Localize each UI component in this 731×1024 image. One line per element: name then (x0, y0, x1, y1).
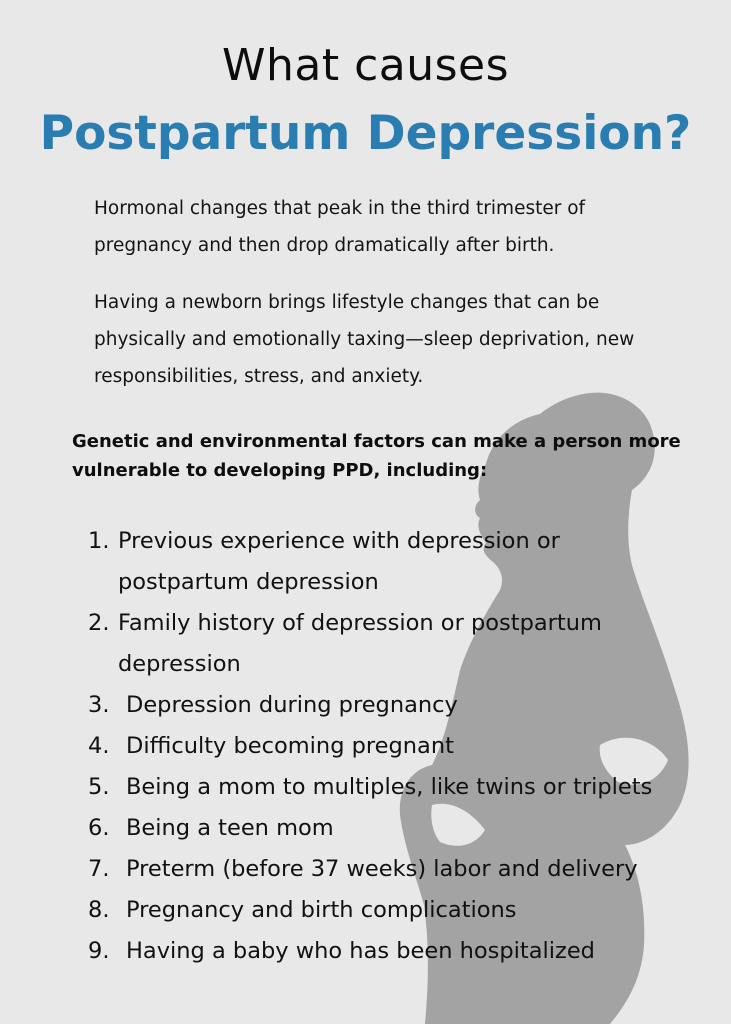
page-title-line1: What causes (221, 40, 510, 91)
list-item-number: 2. (88, 610, 110, 636)
list-item (88, 931, 708, 972)
lifestyle-changes-paragraph: Having a newborn brings lifestyle changes that can be physically and emotionally taxing—sleep deprivation, new responsibilities, stress, and anxiety. (94, 292, 635, 387)
risk-factors-intro: Genetic and environmental factors can make a person more vulnerable to developing PPD, including: (72, 431, 681, 481)
list-item-text: Having a baby who has been hospitalized (126, 938, 595, 964)
list-item-text: Family history of depression or postpartum depression (118, 610, 602, 677)
list-item-text: Preterm (before 37 weeks) labor and delivery (126, 856, 638, 882)
list-item-text: Difficulty becoming pregnant (126, 733, 454, 759)
list-item (88, 767, 708, 808)
list-item-number: 8. (88, 897, 110, 923)
list-item-text: Depression during pregnancy (126, 692, 458, 718)
risk-factors-list (88, 521, 708, 972)
page-title-line2: Postpartum Depression? (39, 106, 692, 161)
list-item-number: 5. (88, 774, 110, 800)
list-item-text: Pregnancy and birth complications (126, 897, 517, 923)
list-item (88, 603, 708, 685)
list-item (88, 521, 708, 603)
list-item-number: 9. (88, 938, 110, 964)
list-item (88, 890, 708, 931)
list-item-number: 6. (88, 815, 110, 841)
list-item (88, 849, 708, 890)
list-item (88, 808, 708, 849)
list-item (88, 726, 708, 767)
list-item-number: 3. (88, 692, 110, 718)
list-item-number: 4. (88, 733, 110, 759)
list-item (88, 685, 708, 726)
hormonal-changes-paragraph: Hormonal changes that peak in the third trimester of pregnancy and then drop dramatically after birth. (94, 198, 586, 256)
list-item-text: Being a mom to multiples, like twins or triplets (126, 774, 653, 800)
list-item-text: Being a teen mom (126, 815, 334, 841)
list-item-text: Previous experience with depression or postpartum depression (118, 528, 560, 595)
list-item-number: 1. (88, 528, 110, 554)
list-item-number: 7. (88, 856, 110, 882)
